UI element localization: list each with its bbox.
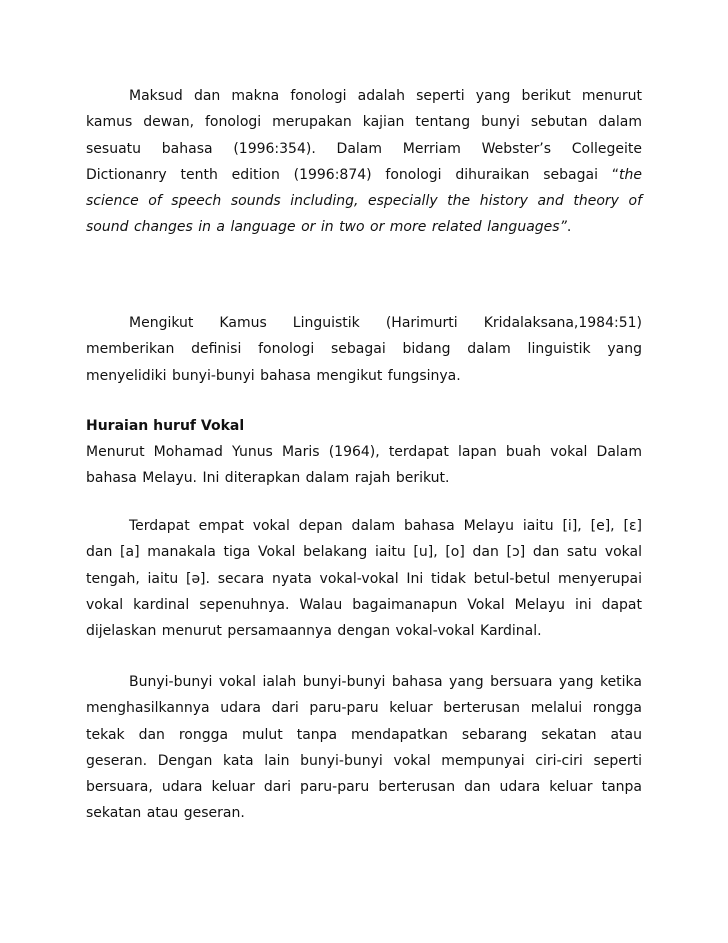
- text-span: .: [566, 219, 572, 236]
- text-line: [86, 214, 642, 240]
- text-line: menghasilkannya udara dari paru-paru keluar berterusan melalui rongga: [86, 700, 642, 717]
- text-line: [86, 188, 642, 214]
- text-line: Mengikut Kamus Linguistik (Harimurti Kridalaksana,1984:51): [129, 315, 642, 331]
- section-heading: Huraian huruf Vokal: [86, 418, 245, 434]
- text-line: bersuara, udara keluar dari paru-paru berterusan dan udara keluar tanpa: [86, 779, 642, 796]
- text-line: vokal kardinal sepenuhnya. Walau bagaimanapun Vokal Melayu ini dapat: [86, 596, 642, 613]
- text-line: tekak dan rongga mulut tanpa mendapatkan sebarang sekatan atau: [86, 726, 642, 743]
- paragraph-vokal-intro: [86, 439, 642, 492]
- paragraph-bunyi-vokal: [86, 669, 642, 827]
- text-line: Bunyi-bunyi vokal ialah bunyi-bunyi bahasa yang bersuara yang ketika: [129, 674, 642, 690]
- italic-quote: the: [619, 166, 642, 183]
- text-line: dijelaskan menurut persamaannya dengan vokal-vokal Kardinal.: [86, 623, 542, 640]
- text-line: sesuatu bahasa (1996:354). Dalam Merriam Webster’s Collegeite: [86, 140, 642, 157]
- paragraph-kamus-linguistik: [86, 310, 642, 389]
- text-line: memberikan definisi fonologi sebagai bidang dalam linguistik yang: [86, 341, 642, 358]
- text-line: tengah, iaitu [ə]. secara nyata vokal-vokal Ini tidak betul-betul menyerupai: [86, 570, 642, 587]
- text-line: menyelidiki bunyi-bunyi bahasa mengikut fungsinya.: [86, 367, 461, 384]
- text-line: Maksud dan makna fonologi adalah seperti yang berikut menurut: [129, 88, 642, 104]
- text-line: Terdapat empat vokal depan dalam bahasa Melayu iaitu [i], [e], [ɛ]: [129, 518, 642, 534]
- text-line: [86, 162, 642, 188]
- text-line: kamus dewan, fonologi merupakan kajian tentang bunyi sebutan dalam: [86, 114, 642, 131]
- italic-quote: sound changes in a language or in two or more related languages”: [86, 219, 567, 236]
- text-line: dan [a] manakala tiga Vokal belakang iaitu [u], [o] dan [ɔ] dan satu vokal: [86, 544, 642, 561]
- text-line: geseran. Dengan kata lain bunyi-bunyi vokal mempunyai ciri-ciri seperti: [86, 752, 642, 769]
- text-line: bahasa Melayu. Ini diterapkan dalam rajah berikut.: [86, 470, 450, 487]
- paragraph-vokal-list: [86, 513, 642, 644]
- paragraph-fonologi-definition: [86, 83, 642, 241]
- text-span: Dictionanry tenth edition (1996:874) fonologi dihuraikan sebagai “: [86, 166, 620, 183]
- text-line: Menurut Mohamad Yunus Maris (1964), terdapat lapan buah vokal Dalam: [86, 444, 642, 460]
- italic-quote: science of speech sounds including, especially the history and theory of: [86, 193, 642, 210]
- text-line: sekatan atau geseran.: [86, 805, 245, 822]
